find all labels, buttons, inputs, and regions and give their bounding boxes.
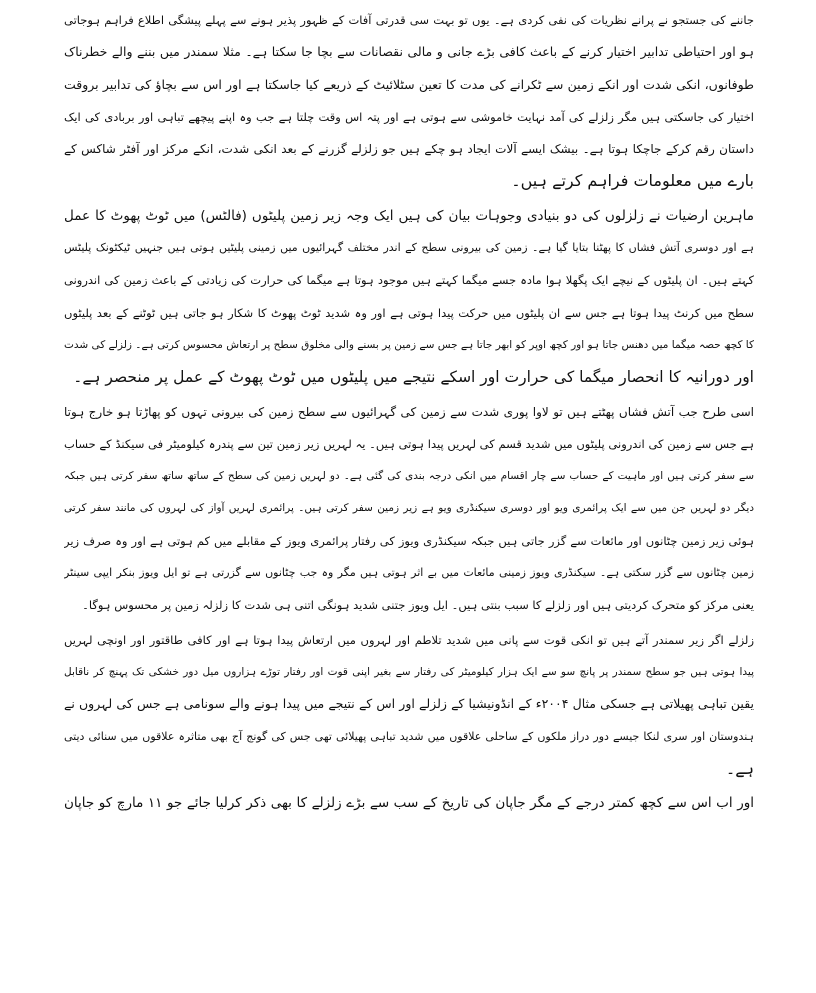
text-line: اور دورانیہ کا انحصار میگما کی حرارت اور اسکے نتیجے میں پلیٹوں میں ٹوٹ پھوٹ کے عمل پر منحصر ہے۔	[73, 368, 754, 387]
text-line: ماہرین ارضیات نے زلزلوں کی دو بنیادی وجوہات بیان کی ہیں ایک وجہ زیر زمین پلیٹوں (فالٹس) میں ٹوٹ پھوٹ کا عمل	[64, 207, 754, 224]
text-line: سطح میں کرنٹ پیدا ہوتا ہے جس سے ان پلیٹوں میں حرکت پیدا ہوتی ہے اور وہ شدید ٹوٹ پھوٹ کا شکار ہو جاتی ہیں ٹوٹنے کے بعد پلیٹوں	[64, 305, 754, 320]
text-line: جاننے کی جستجو نے پرانے نظریات کی نفی کردی ہے۔ یوں تو بہت سی قدرتی آفات کے ظہور پذیر ہونے سے پہلے پیشگی اطلاع فراہم ہوجاتی	[64, 13, 754, 27]
text-line: ہو اور احتیاطی تدابیر اختیار کرنے کے باعث کافی بڑے جانی و مالی نقصانات سے بچا جا سکتا ہے۔ مثلا سمندر میں بننے والے خطرناک	[64, 44, 754, 60]
paragraph-intro	[64, 4, 754, 198]
text-line: اسی طرح جب آتش فشاں پھٹتے ہیں تو لاوا پوری شدت سے زمین کی گہرائیوں سے سطح زمین کی بیرونی تہوں کو پھاڑتا ہو خارج ہوتا	[64, 404, 754, 419]
text-line: کا کچھ حصہ میگما میں دھنس جاتا ہو اور کچھ اوپر کو ابھر جاتا ہے جس سے زمین پر بسنے والی مخلوق سطح پر ارتعاش محسوس کرتی ہے۔ زلزلے کی شدت	[64, 338, 754, 351]
paragraph-waves	[64, 396, 754, 622]
text-line: ہے۔	[725, 758, 754, 778]
text-line: یقین تباہی پھیلاتی ہے جسکی مثال ۲۰۰۴ء کے انڈونیشیا کے زلزلے اور اس کے نتیجے میں پیدا ہونے والے سونامی ہے جس کی لہروں نے	[64, 696, 754, 712]
text-line: زلزلے اگر زیر سمندر آتے ہیں تو انکی قوت سے پانی میں شدید تلاطم اور لہروں میں ارتعاش پیدا ہوتا ہے اور کافی طاقتور اور اونچی لہریں	[64, 632, 754, 647]
paragraph-japan	[64, 787, 754, 819]
text-line: یعنی مرکز کو متحرک کردیتی ہیں اور زلزلے کا سبب بنتی ہیں۔ ایل ویوز جتنی شدید ہونگی اتنی ہی شدت کا زلزلہ زمین پر محسوس ہوگا۔	[82, 598, 754, 613]
text-line: کہتے ہیں۔ ان پلیٹوں کے نیچے ایک پگھلا ہوا مادہ جسے میگما کہتے ہیں موجود ہوتا ہے میگما کی حرارت کی زیادتی کے باعث زمین کی اندرونی	[64, 273, 754, 288]
text-line: ہے جس سے زمین کی اندرونی پلیٹوں میں شدید قسم کی لہریں پیدا ہوتی ہیں۔ یہ لہریں زیر زمین تین سے پندرہ کیلومیٹر فی سیکنڈ کے حساب	[64, 436, 754, 451]
text-line: طوفانوں، انکی شدت اور انکے زمین سے ٹکرانے کی مدت کا تعین سٹلائیٹ کے ذریعے کیا جاسکتا ہے اور اس سے بچاؤ کی تدابیر بروقت	[64, 76, 754, 92]
text-line: دیگر دو لہریں جن میں سے ایک پرائمری ویو اور دوسری سیکنڈری ویو ہے زیر زمین سفر کرتی ہیں۔ پرائمری لہریں آواز کی لہروں کی مانند سفر کرتی	[64, 502, 754, 515]
text-line: اور اب اس سے کچھ کمتر درجے کے مگر جاپان کی تاریخ کے سب سے بڑے زلزلے کا بھی ذکر کرلیا جائے جو ۱۱ مارچ کو جاپان	[64, 795, 754, 812]
text-line: ہوئی زیر زمین چٹانوں اور مائعات سے گزر جاتی ہیں جبکہ سیکنڈری ویوز کی رفتار پرائمری ویوز کے مقابلے میں کم ہوتی ہے اور وہ صرف زیر	[64, 533, 754, 548]
text-line: زمین چٹانوں سے گزر سکتی ہے۔ سیکنڈری ویوز زمینی مائعات میں بے اثر ہوتی ہیں مگر وہ جب چٹانوں سے گزرتی ہے تو ایل ویوز بنکر ایپی سینٹر	[64, 566, 754, 580]
paragraph-tsunami	[64, 624, 754, 785]
text-line: ہندوستان اور سری لنکا جیسے دور دراز ملکوں کے ساحلی علاقوں میں شدید تباہی پھیلائی تھی جس کی گونج آج بھی متاثرہ علاقوں میں سنائی دیتی	[64, 729, 754, 743]
paragraph-causes	[64, 200, 754, 394]
text-line: سے سفر کرتی ہیں اور ماہیت کے حساب سے چار اقسام میں انکی درجہ بندی کی گئی ہے۔ دو لہریں زمین کی سطح کے ساتھ ساتھ سفر کرتی ہیں جبکہ	[64, 470, 754, 483]
text-line: اختیار کی جاسکتی ہیں مگر زلزلے کی آمد نہایت خاموشی سے ہوتی ہے اور پتہ اس وقت چلتا ہے جب وہ اپنے پیچھے تباہی اور بربادی کی ایک	[64, 109, 754, 124]
text-line: ہے اور دوسری آتش فشاں کا پھٹنا بتایا گیا ہے۔ زمین کی بیرونی سطح کے اندر مختلف گہرائیوں میں زمینی پلیٹیں ہوتی ہیں جنہیں ٹیکٹونک پلیٹس	[64, 241, 754, 255]
text-line: داستان رقم کرکے جاچکا ہوتا ہے۔ بیشک ایسے آلات ایجاد ہو چکے ہیں جو زلزلے گزرنے کے بعد انکی شدت، انکے مرکز اور آفٹر شاکس کے	[64, 142, 754, 157]
text-line: پیدا ہوتی ہیں جو سطح سمندر پر پانچ سو سے ایک ہزار کیلومیٹر کی رفتار سے بغیر اپنی قوت اور رفتار توڑے ہزاروں میل دور خشکی تک پہنچ کر ناقابل	[64, 665, 754, 678]
text-line: بارے میں معلومات فراہم کرتے ہیں۔	[511, 171, 754, 191]
